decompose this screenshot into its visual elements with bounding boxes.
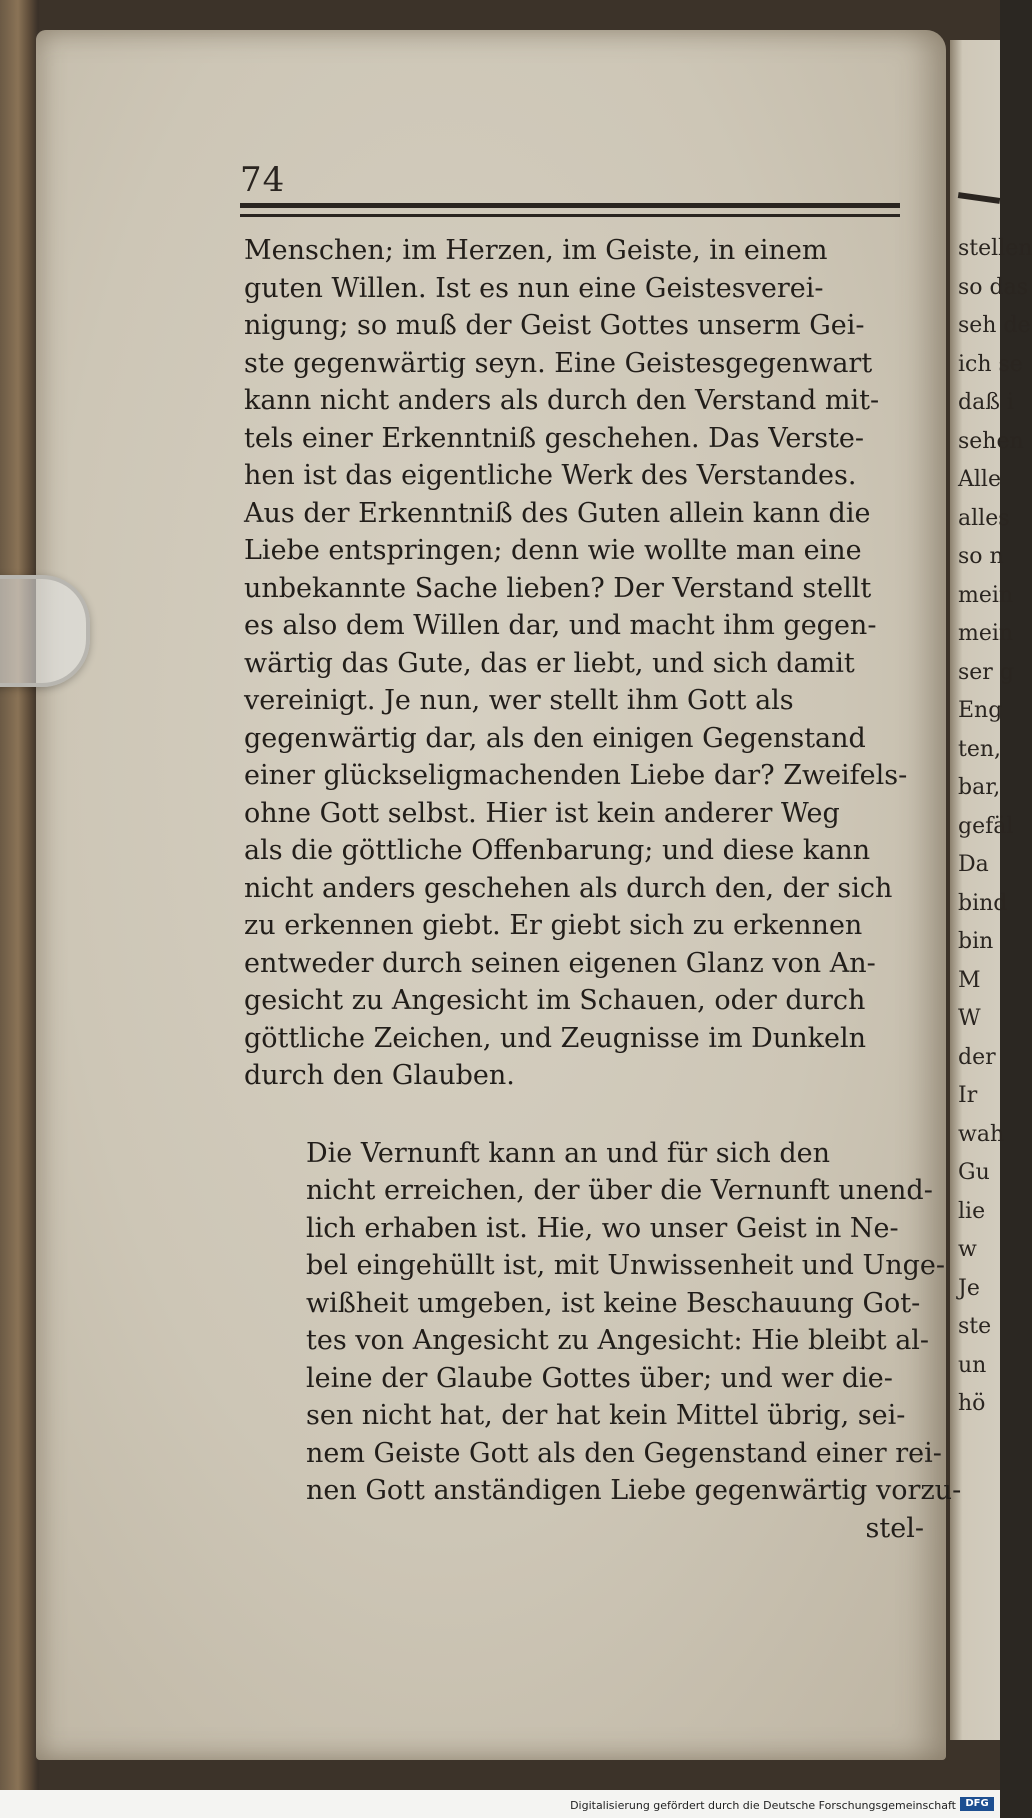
text-line: gegenwärtig dar, als den einigen Gegenstand — [244, 722, 866, 754]
text-line: nigung; so muß der Geist Gottes unserm Gei- — [244, 310, 865, 341]
text-line: vereinigt. Je nun, wer stellt ihm Gott als — [244, 685, 794, 716]
page-body — [244, 232, 962, 1547]
text-line: nen Gott anständigen Liebe gegenwärtig vorzu- — [306, 1475, 962, 1506]
text-line: wärtig das Gute, das er liebt, und sich damit — [244, 647, 855, 679]
text-line: nem Geiste Gott als den Gegenstand einer rei- — [306, 1437, 942, 1469]
catchword: stel- — [865, 1512, 924, 1544]
text-line: bel eingehüllt ist, mit Unwissenheit und Unge- — [306, 1250, 945, 1281]
text-line: hen ist das eigentliche Werk des Verstandes. — [244, 460, 857, 491]
text-line: leine der Glaube Gottes über; und wer die- — [306, 1362, 893, 1394]
text-line: Menschen; im Herzen, im Geiste, in einem — [244, 235, 828, 266]
text-line: wißheit umgeben, ist keine Beschauung Got- — [306, 1287, 921, 1319]
fragment-line: so das — [958, 274, 1029, 300]
fragment-line: wah — [958, 1121, 1005, 1147]
text-line: durch den Glauben. — [244, 1060, 515, 1091]
dfg-logo: DFG — [960, 1797, 994, 1811]
text-line: ohne Gott selbst. Hier ist kein anderer Weg — [244, 797, 840, 829]
fragment-line: ser g — [958, 659, 1014, 685]
fragment-line: sehen — [958, 428, 1024, 454]
fragment-line: bin — [958, 929, 994, 954]
text-line: zu erkennen giebt. Er giebt sich zu erkennen — [244, 910, 863, 941]
text-line: tes von Angesicht zu Angesicht: Hie bleibt al- — [306, 1325, 930, 1356]
fragment-line: seh de — [958, 313, 1031, 338]
text-line: guten Willen. Ist es nun eine Geistesverei- — [244, 272, 824, 304]
text-line: nicht erreichen, der über die Vernunft unend- — [306, 1175, 933, 1206]
fragment-line: hö — [958, 1391, 986, 1416]
page-number: 74 — [240, 160, 286, 200]
right-page-fragments — [958, 230, 1032, 1424]
text-line: gesicht zu Angesicht im Schauen, oder durch — [244, 985, 866, 1016]
text-line: entweder durch seinen eigenen Glanz von An- — [244, 947, 876, 979]
fragment-line: w — [958, 1237, 977, 1262]
fragment-line: un — [958, 1352, 987, 1378]
text-line: unbekannte Sache lieben? Der Verstand stellt — [244, 572, 872, 604]
fragment-line: ste — [958, 1314, 992, 1339]
fragment-line: Gu — [958, 1160, 990, 1185]
digitization-credit: Digitalisierung gefördert durch die Deutsche Forschungsgemeinschaft — [570, 1799, 956, 1812]
fragment-line: der — [958, 1044, 996, 1070]
fragment-line: so n — [958, 544, 1004, 569]
text-line: nicht anders geschehen als durch den, der sich — [244, 872, 893, 904]
fragment-line: Ir — [958, 1083, 978, 1108]
text-line: kann nicht anders als durch den Verstand mit- — [244, 385, 880, 416]
page-clip — [0, 575, 90, 687]
fragment-line: lie — [958, 1198, 986, 1224]
text-line: lich erhaben ist. Hie, wo unser Geist in Ne- — [306, 1212, 899, 1244]
text-line: es also dem Willen dar, und macht ihm gegen- — [244, 610, 877, 641]
fragment-line: ten, — [958, 736, 1002, 762]
text-line: tels einer Erkenntniß geschehen. Das Verste- — [244, 422, 865, 454]
paragraph-1 — [244, 232, 924, 1095]
fragment-line: M — [958, 967, 981, 993]
fragment-line: bar, — [958, 775, 1001, 800]
text-line: einer glückseligmachenden Liebe dar? Zweifels- — [244, 760, 908, 791]
text-line: Die Vernunft kann an und für sich den — [306, 1137, 830, 1169]
header-rule — [240, 203, 900, 217]
paragraph-2 — [244, 1135, 962, 1510]
text-line: Liebe entspringen; denn wie wollte man eine — [244, 535, 862, 566]
text-line: göttliche Zeichen, und Zeugnisse im Dunkeln — [244, 1022, 866, 1054]
fragment-line: daß i — [958, 390, 1014, 415]
fragment-line: W — [958, 1006, 981, 1031]
text-line: Aus der Erkenntniß des Guten allein kann die — [244, 497, 871, 529]
fragment-line: alles — [958, 505, 1010, 531]
text-line: ste gegenwärtig seyn. Eine Geistesgegenwart — [244, 347, 873, 379]
fragment-line: mein — [958, 621, 1014, 646]
fragment-line: Je — [958, 1275, 980, 1301]
fragment-line: Eng — [958, 698, 1003, 723]
text-line: sen nicht hat, der hat kein Mittel übrig, sei- — [306, 1400, 906, 1431]
fragment-line: bind — [958, 890, 1008, 916]
fragment-line: gefäl — [958, 813, 1014, 839]
fragment-line: stellen — [958, 236, 1032, 261]
fragment-line: Da — [958, 852, 989, 877]
fragment-line: Alle — [958, 467, 1001, 492]
fragment-line: mein — [958, 582, 1014, 608]
text-line: als die göttliche Offenbarung; und diese kann — [244, 835, 871, 866]
fragment-line: ich se — [958, 351, 1023, 377]
